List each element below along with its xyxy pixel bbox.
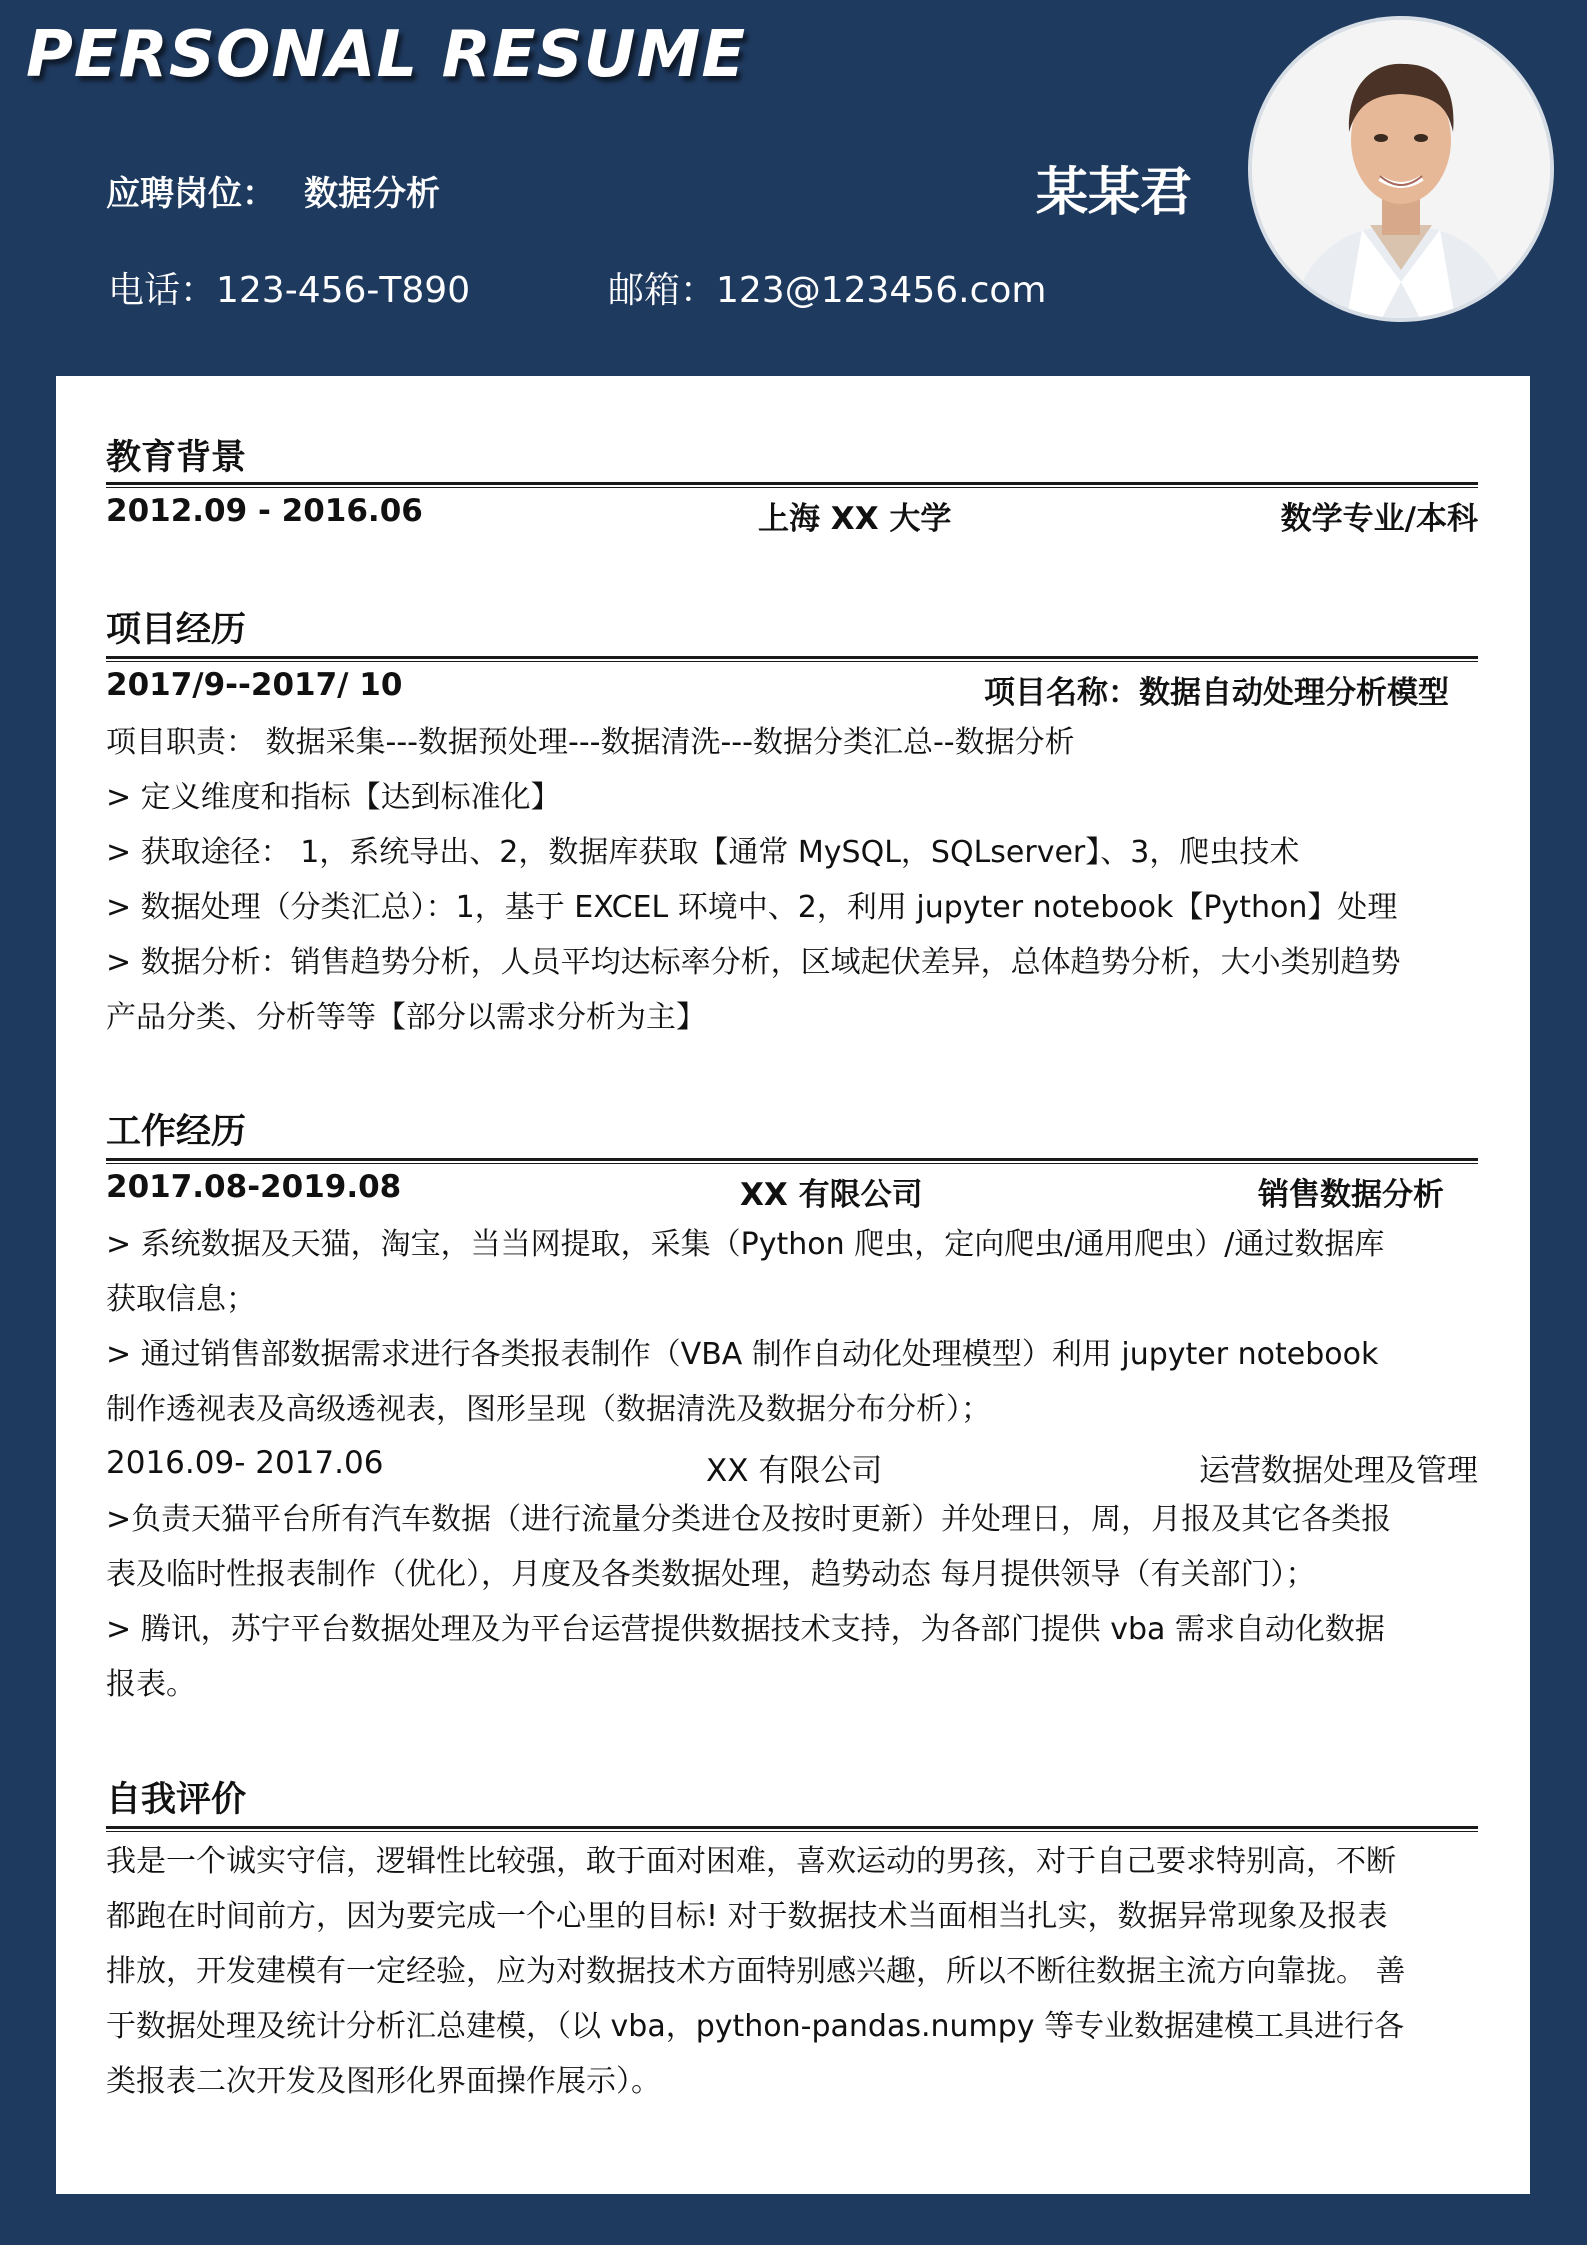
work-1-company: XX 有限公司: [740, 1177, 923, 1213]
section-title-education: 教育背景: [106, 438, 247, 478]
project-line: > 数据分析：销售趋势分析，人员平均达标率分析，区域起伏差异，总体趋势分析，大小类别趋势: [106, 945, 1401, 980]
self-line: 于数据处理及统计分析汇总建模，（以 vba，python-pandas.numpy 等专业数据建模工具进行各: [106, 2009, 1405, 2044]
work-2-line: > 腾讯，苏宁平台数据处理及为平台运营提供数据技术支持，为各部门提供 vba 需求自动化数据: [106, 1612, 1385, 1647]
education-period: 2012.09 - 2016.06: [106, 493, 423, 529]
work-1-role: 销售数据分析: [1258, 1177, 1444, 1213]
section-divider: [106, 1826, 1478, 1832]
contact-email: 邮箱：123@123456.com: [608, 270, 1047, 311]
work-2-line: >负责天猫平台所有汽车数据（进行流量分类进仓及按时更新）并处理日，周，月报及其它各类报: [106, 1502, 1392, 1537]
job-position-label: 应聘岗位：: [106, 174, 276, 214]
resume-brand-title: PERSONAL RESUME: [26, 18, 747, 92]
project-line: 产品分类、分析等等【部分以需求分析为主】: [106, 1000, 706, 1035]
contact-phone: 电话：123-456-T890: [108, 270, 471, 311]
work-2-company: XX 有限公司: [706, 1453, 883, 1489]
self-line: 都跑在时间前方，因为要完成一个心里的目标! 对于数据技术当面相当扎实，数据异常现象及报表: [106, 1899, 1388, 1934]
work-1-period: 2017.08-2019.08: [106, 1169, 402, 1205]
work-1-line: 获取信息；: [106, 1282, 256, 1317]
work-1-line: 制作透视表及高级透视表，图形呈现（数据清洗及数据分布分析）；: [106, 1392, 991, 1427]
section-title-project: 项目经历: [106, 610, 247, 650]
project-period: 2017/9--2017/ 10: [106, 667, 403, 703]
avatar-portrait-icon: [1252, 20, 1550, 318]
candidate-name: 某某君: [1036, 163, 1193, 223]
project-line: > 定义维度和指标【达到标准化】: [106, 780, 561, 815]
work-2-period: 2016.09- 2017.06: [106, 1445, 384, 1481]
section-divider: [106, 1158, 1478, 1164]
job-position-value: 数据分析: [304, 174, 440, 214]
section-divider: [106, 656, 1478, 662]
work-2-role: 运营数据处理及管理: [1199, 1453, 1478, 1489]
section-title-work: 工作经历: [106, 1112, 247, 1152]
education-degree: 数学专业/本科: [1280, 501, 1478, 537]
work-1-line: > 系统数据及天猫，淘宝，当当网提取，采集（Python 爬虫，定向爬虫/通用爬虫）/通过数据库: [106, 1227, 1385, 1262]
project-line: > 数据处理（分类汇总）：1，基于 EXCEL 环境中、2，利用 jupyter notebook【Python】处理: [106, 890, 1398, 925]
project-line: 项目职责： 数据采集---数据预处理---数据清洗---数据分类汇总--数据分析: [106, 725, 1075, 760]
project-name: 项目名称：数据自动处理分析模型: [984, 675, 1449, 711]
job-position: [106, 166, 440, 215]
self-line: 类报表二次开发及图形化界面操作展示）。: [106, 2064, 661, 2099]
work-2-line: 报表。: [106, 1667, 196, 1702]
work-2-line: 表及临时性报表制作（优化），月度及各类数据处理，趋势动态 每月提供领导（有关部门）；: [106, 1557, 1316, 1592]
self-line: 排放，开发建模有一定经验，应为对数据技术方面特别感兴趣，所以不断往数据主流方向靠拢。 善: [106, 1954, 1406, 1989]
section-title-self: 自我评价: [106, 1780, 247, 1820]
education-school: 上海 XX 大学: [758, 501, 952, 537]
project-line: > 获取途径： 1，系统导出、2，数据库获取【通常 MySQL，SQLserver】、3，爬虫技术: [106, 835, 1300, 870]
work-1-line: > 通过销售部数据需求进行各类报表制作（VBA 制作自动化处理模型）利用 jupyter notebook: [106, 1337, 1379, 1372]
avatar-photo: [1252, 20, 1550, 318]
resume-card: [56, 376, 1530, 2194]
section-divider: [106, 482, 1478, 488]
self-line: 我是一个诚实守信，逻辑性比较强，敢于面对困难，喜欢运动的男孩，对于自己要求特别高，不断: [106, 1844, 1396, 1879]
